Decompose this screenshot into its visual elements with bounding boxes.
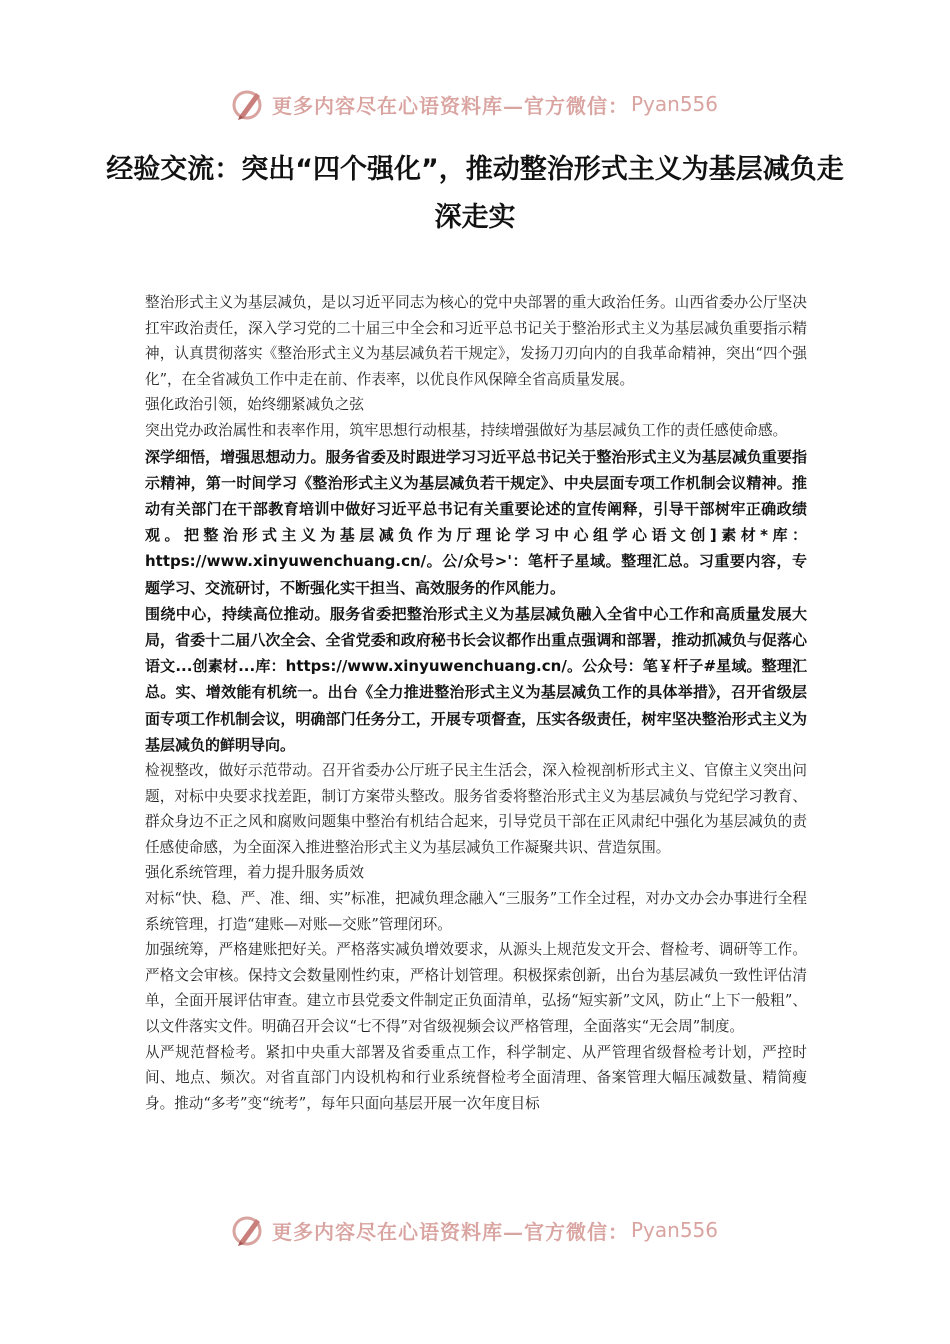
section-heading: 强化系统管理，着力提升服务质效 [145, 864, 364, 882]
pen-logo-icon [232, 87, 266, 121]
watermark-handle: Pyan556 [630, 92, 718, 116]
watermark-banner-top [0, 84, 950, 124]
paragraph-intro: 整治形式主义为基层减负，是以习近平同志为核心的党中央部署的重大政治任务。山西省委办公厅坚决扛牢政治责任，深入学习党的二十届三中全会和习近平总书记关于整治形式主义为基层减负重要指示精神，认真贯彻落实《整治形式主义为基层减负若干规定》，发扬刀刃向内的自我革命精神，突出“四个强化”，在全省减负工作中走在前、作表率，以优良作风保障全省高质量发展。 [145, 294, 807, 388]
paragraph: 对标“快、稳、严、准、细、实”标准，把减负理念融入“三服务”工作全过程，对办文办会办事进行全程系统管理，打造“建账—对账—交账”管理闭环。 [145, 889, 807, 933]
watermark-banner-bottom [0, 1210, 950, 1250]
paragraph-bold: 深学细悟，增强思想动力。服务省委及时跟进学习习近平总书记关于整治形式主义为基层减负重要指示精神，第一时间学习《整治形式主义为基层减负若干规定》、中央层面专项工作机制会议精神。推动有关部门在干部教育培训中做好习近平总书记有关重要论述的宣传阐释，引导干部树牢正确政绩观。把整治形式主义为基层减负作为厅理论学习中心组学心语文创]素材*库：https://www.xinyuwenchuang.cn/。公/众号>'：笔杆子星域。整理汇总。习重要内容，专题学习、交流研讨，不断强化实干担当、高效服务的作风能力。 [145, 447, 807, 597]
document-body [145, 290, 807, 1116]
section-heading: 强化政治引领，始终绷紧减负之弦 [145, 396, 364, 414]
paragraph: 加强统筹，严格建账把好关。严格落实减负增效要求，从源头上规范发文开会、督检考、调研等工作。严格文会审核。保持文会数量刚性约束，严格计划管理。积极探索创新，出台为基层减负一致性评估清单，全面开展评估审查。建立市县党委文件制定正负面清单，弘扬“短实新”文风，防止“上下一般粗”、以文件落实文件。明确召开会议“七不得”对省级视频会议严格管理，全面落实“无会周”制度。 [145, 941, 807, 1035]
document-title: 经验交流：突出“四个强化”，推动整治形式主义为基层减负走深走实 [106, 154, 844, 233]
watermark-text: 更多内容尽在心语资料库—官方微信： [271, 1219, 629, 1244]
paragraph: 检视整改，做好示范带动。召开省委办公厅班子民主生活会，深入检视剖析形式主义、官僚主义突出问题，对标中央要求找差距，制订方案带头整改。服务省委将整治形式主义为基层减负与党纪学习教育、群众身边不正之风和腐败问题集中整治有机结合起来，引导党员干部在正风肃纪中强化为基层减负的责任感使命感，为全面深入推进整治形式主义为基层减负工作凝聚共识、营造氛围。 [145, 762, 807, 856]
watermark-text: 更多内容尽在心语资料库—官方微信： [271, 93, 629, 118]
paragraph: 突出党办政治属性和表率作用，筑牢思想行动根基，持续增强做好为基层减负工作的责任感使命感。 [145, 421, 788, 439]
paragraph-bold: 围绕中心，持续高位推动。服务省委把整治形式主义为基层减负融入全省中心工作和高质量发展大局，省委十二届八次全会、全省党委和政府秘书长会议都作出重点强调和部署，推动抓减负与促落心语文...创素材...库：https://www.xinyuwenchuang.cn/。公众号：笔￥杆子#星域。整理汇总。实、增效能有机统一。出台《全力推进整治形式主义为基层减负工作的具体举措》，召开省级层面专项工作机制会议，明确部门任务分工，开展专项督查，压实各级责任，树牢坚决整治形式主义为基层减负的鲜明导向。 [145, 604, 807, 754]
watermark-handle: Pyan556 [630, 1218, 718, 1242]
paragraph: 从严规范督检考。紧扣中央重大部署及省委重点工作，科学制定、从严管理省级督检考计划，严控时间、地点、频次。对省直部门内设机构和行业系统督检考全面清理、备案管理大幅压减数量、精简瘦身。推动“多考”变“统考”，每年只面向基层开展一次年度目标 [145, 1043, 807, 1112]
pen-logo-icon [232, 1213, 266, 1247]
